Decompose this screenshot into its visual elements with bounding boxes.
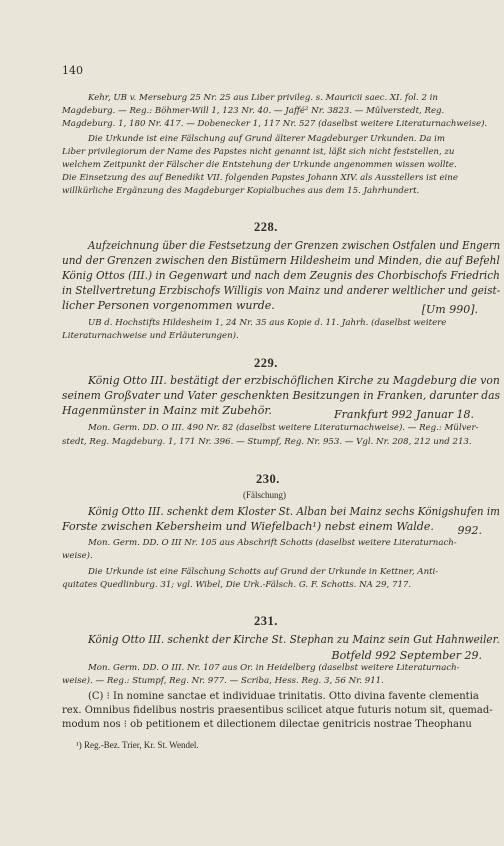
entry-228-text-1: Aufzeichnung über die Festsetzung der Grenzen zwischen Ostfalen und Engern bbox=[88, 239, 501, 252]
top-note-line-5: willkürliche Ergänzung des Magdeburger Kopialbuches aus dem 15. Jahrhundert. bbox=[62, 186, 420, 196]
entry-230-text-1: König Otto III. schenkt dem Kloster St. Alban bei Mainz sechs Königshufen im bbox=[88, 505, 501, 518]
top-note-line-4: Die Einsetzung des auf Benedikt VII. folgenden Papstes Johann XIV. als Ausstellers ist eine bbox=[62, 173, 458, 183]
entry-number-229: 229. bbox=[254, 356, 278, 370]
entry-230-source-2: weise). bbox=[62, 551, 93, 561]
entry-228-date: [Um 990]. bbox=[421, 303, 478, 316]
footnote: ¹) Reg.-Bez. Trier, Kr. St. Wendel. bbox=[76, 740, 199, 750]
entry-230-note-2: quitates Quedlinburg. 31; vgl. Wibel, Die Urk.-Fälsch. G. F. Schotts. NA 29, 717. bbox=[62, 580, 412, 590]
entry-228-text-4: in Stellvertretung Erzbischofs Willigis von Mainz und anderer weltlicher und geist- bbox=[62, 284, 501, 297]
top-source-line-3: Magdeburg. 1, 180 Nr. 417. — Dobenecker 1, 117 Nr. 527 (daselbst weitere Literaturnachweise). bbox=[62, 119, 488, 129]
entry-228-source-2: Literaturnachweise und Erläuterungen). bbox=[62, 331, 239, 341]
entry-231-source-2: weise). — Reg.: Stumpf, Reg. Nr. 977. — Scriba, Hess. Reg. 3, 56 Nr. 911. bbox=[62, 676, 384, 686]
entry-229-date: Frankfurt 992 Januar 18. bbox=[334, 408, 474, 421]
entry-229-text-2: seinem Großvater und Vater geschenkten Besitzungen in Franken, darunter das bbox=[62, 389, 501, 402]
entry-230-date: 992. bbox=[457, 524, 482, 537]
entry-231-source-1: Mon. Germ. DD. O III. Nr. 107 aus Or. in Heidelberg (daselbst weitere Literaturnach- bbox=[88, 663, 460, 673]
entry-231-latin-1: (C) ⁝ In nomine sanctae et individuae trinitatis. Otto divina favente clementia bbox=[88, 691, 479, 702]
entry-231-latin-3: modum nos ⁝ ob petitionem et dilectionem dilectae genitricis nostrae Theophanu bbox=[62, 719, 472, 730]
page-number: 140 bbox=[62, 64, 83, 77]
top-note-line-3: welchem Zeitpunkt der Fälscher die Entstehung der Urkunde angenommen wissen wollte. bbox=[62, 160, 457, 170]
entry-231-text-1: König Otto III. schenkt der Kirche St. Stephan zu Mainz sein Gut Hahnweiler. bbox=[88, 633, 500, 646]
entry-228-source-1: UB d. Hochstifts Hildesheim 1, 24 Nr. 35 aus Kopie d. 11. Jahrh. (daselbst weitere bbox=[88, 318, 447, 328]
entry-number-230: 230. bbox=[256, 472, 280, 486]
entry-228-text-3: König Ottos (III.) in Gegenwart und nach dem Zeugnis des Chorbischofs Friedrich bbox=[62, 269, 500, 282]
top-source-line-2: Magdeburg. — Reg.: Böhmer-Will 1, 123 Nr. 40. — Jaffé² Nr. 3823. — Mülverstedt, Reg. bbox=[62, 106, 445, 116]
entry-231-latin-2: rex. Omnibus fidelibus nostris praesentibus scilicet atque futuris notum sit, quemad- bbox=[62, 705, 493, 716]
entry-230-source-1: Mon. Germ. DD. O III Nr. 105 aus Abschrift Schotts (daselbst weitere Literaturnach- bbox=[88, 538, 457, 548]
entry-231-date: Botfeld 992 September 29. bbox=[331, 649, 482, 662]
entry-230-subtitle: (Fälschung) bbox=[243, 490, 286, 500]
entry-230-note-1: Die Urkunde ist eine Fälschung Schotts auf Grund der Urkunde in Kettner, Anti- bbox=[88, 567, 439, 577]
top-note-line-2: Liber privilegiorum der Name des Papstes nicht genannt ist, läßt sich nicht feststellen, zu bbox=[62, 147, 455, 157]
entry-229-text-3: Hagenmünster in Mainz mit Zubehör. bbox=[62, 404, 272, 417]
entry-229-source-2: stedt, Reg. Magdeburg. 1, 171 Nr. 396. — Stumpf, Reg. Nr. 953. — Vgl. Nr. 208, 212 und 213. bbox=[62, 437, 472, 447]
top-note-line-1: Die Urkunde ist eine Fälschung auf Grund älterer Magdeburger Urkunden. Da im bbox=[88, 134, 445, 144]
entry-229-source-1: Mon. Germ. DD. O III. 490 Nr. 82 (daselbst weitere Literaturnachweise). — Reg.: Mülver- bbox=[88, 423, 479, 433]
entry-number-228: 228. bbox=[254, 220, 278, 234]
entry-number-231: 231. bbox=[254, 614, 278, 628]
entry-228-text-5: licher Personen vorgenommen wurde. bbox=[62, 299, 275, 312]
entry-228-text-2: und der Grenzen zwischen den Bistümern Hildesheim und Minden, die auf Befehl bbox=[62, 254, 500, 267]
entry-230-text-2: Forste zwischen Kebersheim und Wiefelbach¹) nebst einem Walde. bbox=[62, 520, 434, 533]
top-source-line-1: Kehr, UB v. Merseburg 25 Nr. 25 aus Liber privileg. s. Mauricii saec. XI. fol. 2 in bbox=[88, 93, 438, 103]
entry-229-text-1: König Otto III. bestätigt der erzbischöflichen Kirche zu Magdeburg die von bbox=[88, 374, 500, 387]
